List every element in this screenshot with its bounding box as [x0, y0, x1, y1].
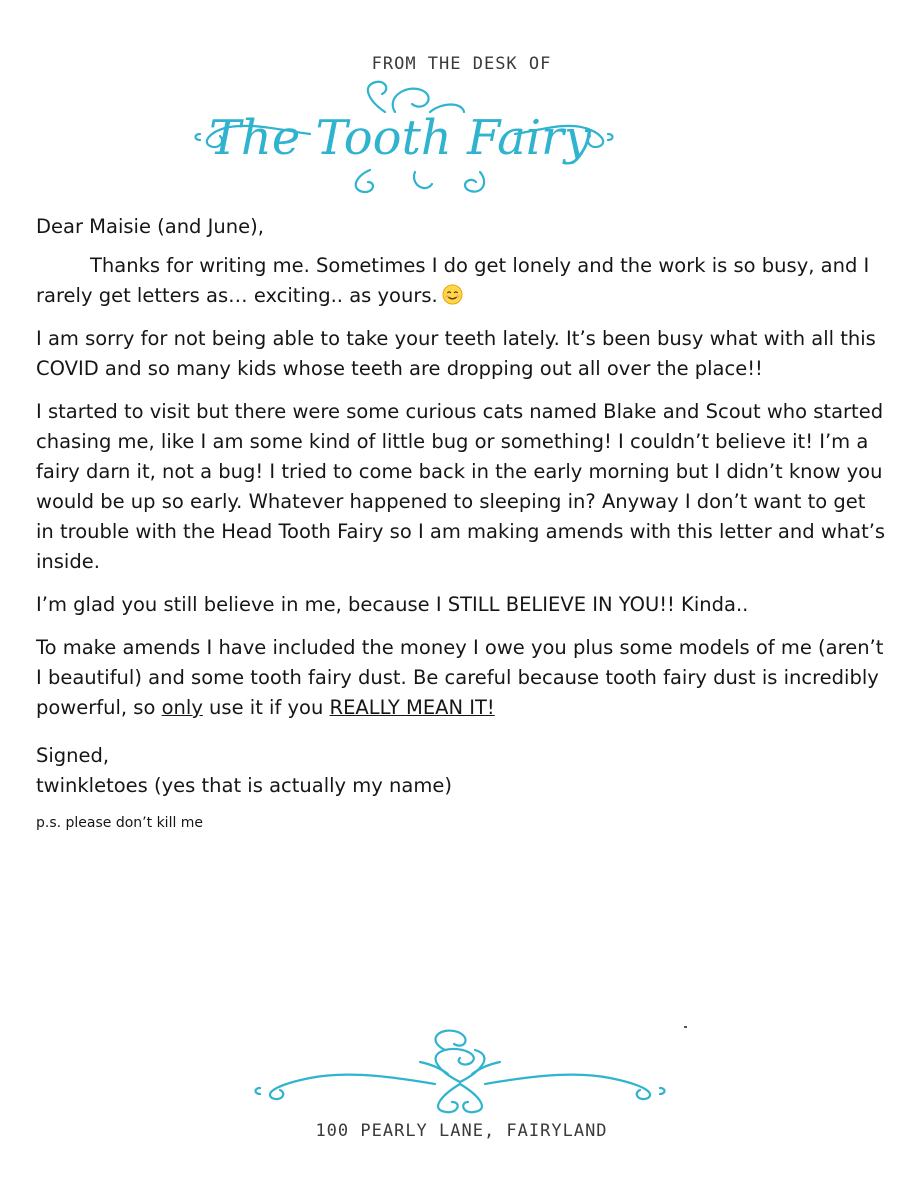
stray-mark: [684, 1026, 687, 1028]
letter-body: [36, 212, 888, 846]
paragraph-sorry: I am sorry for not being able to take your teeth lately. It’s been busy what with all this COVID and so many kids whose teeth are dropping out all over the place!!: [36, 327, 876, 380]
paragraph-thanks-text: Thanks for writing me. Sometimes I do get lonely and the work is so busy, and I rarely get letters as… exciting.. as yours.: [36, 254, 870, 307]
flourish-ornament-bottom: [250, 1022, 670, 1122]
paragraph-amends-text-2: use it if you: [202, 696, 330, 719]
from-the-desk-of-heading: FROM THE DESK OF: [371, 54, 552, 74]
greeting: Dear Maisie (and June),: [36, 215, 264, 238]
tooth-fairy-logo: [180, 72, 620, 200]
signature: twinkletoes (yes that is actually my name): [36, 774, 452, 797]
signoff: [36, 741, 888, 801]
address: 100 PEARLY LANE, FAIRYLAND: [315, 1121, 608, 1141]
paragraph-amends: [36, 633, 888, 723]
paragraph-believe: I’m glad you still believe in me, because I STILL BELIEVE IN YOU!! Kinda..: [36, 593, 749, 616]
logo-text: The Tooth Fairy: [208, 110, 592, 166]
underlined-really-mean-it: REALLY MEAN IT!: [329, 696, 495, 719]
postscript: p.s. please don’t kill me: [36, 815, 204, 831]
underlined-only: only: [161, 696, 203, 719]
paragraph-cats: I started to visit but there were some curious cats named Blake and Scout who started chasing me, like I am some kind of little bug or something! I couldn’t believe it! I’m a fairy darn it, not a bug! I tried to come back in the early morning but I didn’t know you would be up so early. Whatever happened to sleeping in? Anyway I don’t want to get in trouble with the Head Tooth Fairy so I am making amends with this letter and what’s inside.: [36, 400, 886, 573]
paragraph-amends-text: To make amends I have included the money I owe you plus some models of me (aren’t I beautiful) and some tooth fairy dust. Be careful because tooth fairy dust is incredibly powerful, so: [36, 636, 884, 719]
paragraph-thanks: [36, 251, 888, 311]
signed-label: Signed,: [36, 744, 110, 767]
smiling-face-icon: [442, 284, 463, 305]
